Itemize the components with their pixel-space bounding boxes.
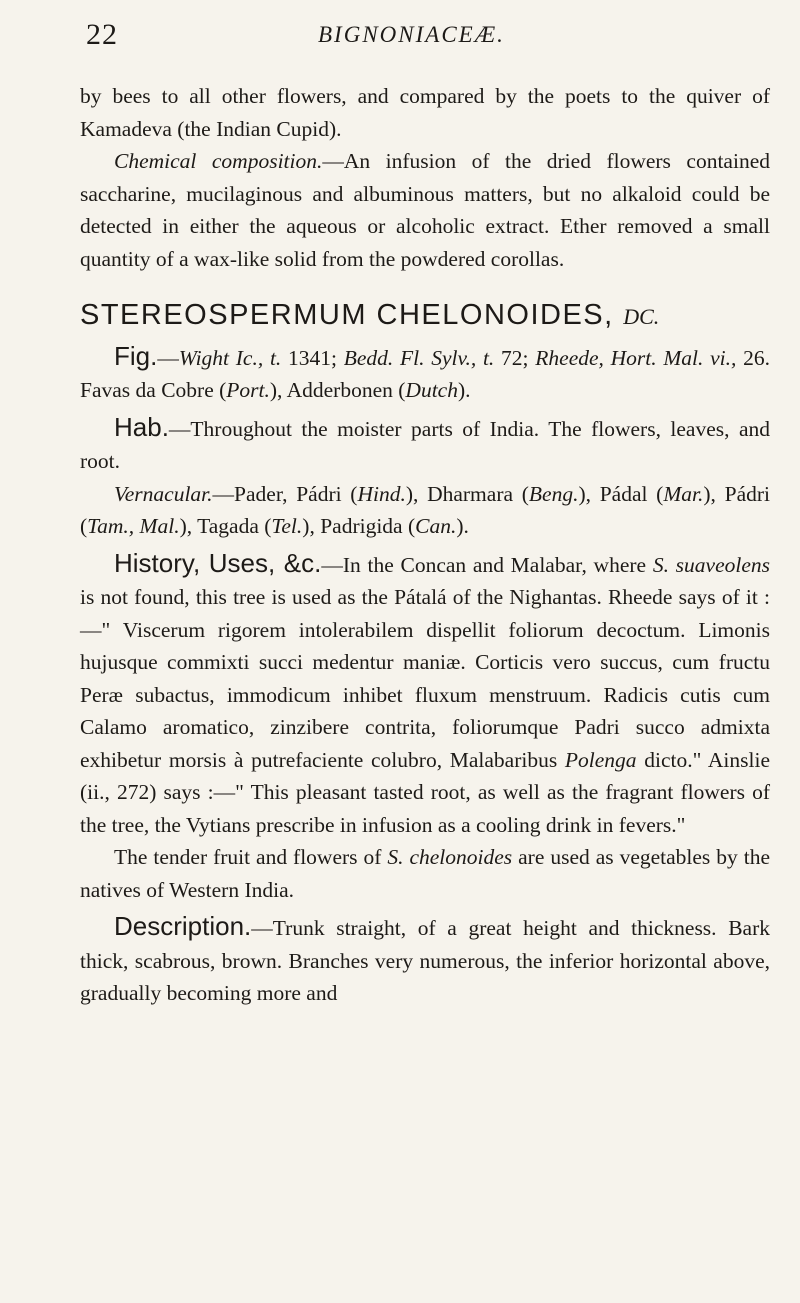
- paragraph-chemical-composition: Chemical composition.—An infusion of the dried flowers contained saccharine, mucilaginous and albuminous matters, but no alkaloid could be detected in either the aqueous or alcoholic extract. Ether removed a small quantity of a wax-like solid from the powdered corollas.: [80, 149, 770, 271]
- page-body: [80, 80, 770, 1010]
- vernacular-label: Vernacular.: [114, 481, 213, 506]
- paragraph-tender-fruit: The tender fruit and flowers of S. chelonoides are used as vegetables by the natives of Western India.: [80, 845, 770, 902]
- chemical-composition-label: Chemical composition.: [114, 149, 323, 173]
- fig-label: Fig.: [114, 340, 158, 371]
- species-author: DC.: [623, 304, 660, 329]
- history-label: History, Uses, &c.: [114, 547, 322, 578]
- running-head: [86, 18, 760, 54]
- paragraph-habitat: Hab.—Throughout the moister parts of India. The flowers, leaves, and root.: [80, 411, 770, 473]
- hab-label: Hab.: [114, 411, 169, 442]
- paragraph-description: Description.—Trunk straight, of a great height and thickness. Bark thick, scabrous, brown. Branches very numerous, the inferior horizontal above, gradually becoming more and: [80, 911, 770, 1005]
- page-number: 22: [86, 18, 118, 51]
- paragraph-figures: Fig.—Wight Ic., t. 1341; Bedd. Fl. Sylv., t. 72; Rheede, Hort. Mal. vi., 26. Favas da Cobre (Port.), Adderbonen (Dutch).: [80, 340, 771, 402]
- species-heading: [80, 299, 770, 334]
- species-name: STEREOSPERMUM CHELONOIDES,: [80, 299, 614, 331]
- running-title: BIGNONIACEÆ.: [318, 22, 505, 47]
- description-label: Description.: [114, 911, 252, 941]
- paragraph-history-uses: History, Uses, &c.—In the Concan and Malabar, where S. suaveolens is not found, this tree is used as the Pátalá of the Nighantas. Rheede says of it :—" Viscerum rigorem intolerabilem dispellit foliorum decoctum. Limonis hujusque commixti succi medentur maniæ. Corticis vero succus, cum fructu Peræ subactus, immodicum inhibet fluxum menstruum. Radicis cutis cum Calamo aromatico, zinzibere contrita, foliorumque Padri succo admixta exhibetur morsis à putrefaciente colubro, Malabaribus Polenga dicto." Ainslie (ii., 272) says :—" This pleasant tasted root, as well as the fragrant flowers of the tree, the Vytians prescribe in infusion as a cooling drink in fevers.": [80, 547, 771, 837]
- paragraph-continuation: by bees to all other flowers, and compared by the poets to the quiver of Kamadeva (the Indian Cupid).: [80, 84, 770, 141]
- paragraph-vernacular: Vernacular.—Pader, Pádri (Hind.), Dharmara (Beng.), Pádal (Mar.), Pádri (Tam., Mal.), Tagada (Tel.), Padrigida (Can.).: [80, 481, 770, 538]
